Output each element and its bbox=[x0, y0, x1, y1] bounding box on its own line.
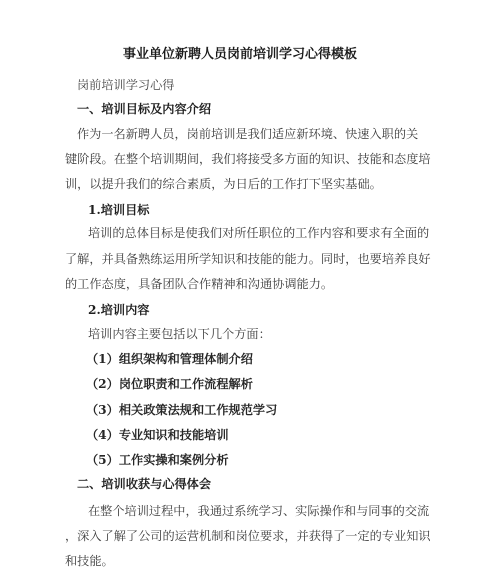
paragraph-line: 作为一名新聘人员，岗前培训是我们适应新环境、快速入职的关 bbox=[77, 127, 419, 141]
document-subtitle: 岗前培训学习心得 bbox=[77, 78, 175, 92]
paragraph-line: 培训内容主要包括以下几个方面： bbox=[88, 327, 271, 341]
list-item: （1）组织架构和管理体制介绍 bbox=[86, 352, 253, 366]
list-item: （5）工作实操和案例分析 bbox=[86, 453, 229, 467]
paragraph-line: 培训的总体目标是使我们对所任职位的工作内容和要求有全面的 bbox=[88, 226, 430, 240]
paragraph-line: ，深入了解了公司的运营机制和岗位要求，并获得了一定的专业知识 bbox=[65, 529, 431, 543]
list-item: （4）专业知识和技能培训 bbox=[86, 428, 229, 442]
paragraph-line: 训，以提升我们的综合素质，为日后的工作打下坚实基础。 bbox=[65, 177, 382, 191]
paragraph-line: 和技能。 bbox=[65, 554, 114, 568]
document-title: 事业单位新聘人员岗前培训学习心得模板 bbox=[122, 47, 357, 62]
section-heading-1: 一、培训目标及内容介绍 bbox=[77, 102, 212, 116]
list-item: （2）岗位职责和工作流程解析 bbox=[86, 377, 253, 391]
paragraph-line: 键阶段。在整个培训期间，我们将接受多方面的知识、技能和态度培 bbox=[65, 152, 431, 166]
paragraph-line: 在整个培训过程中，我通过系统学习、实际操作和与同事的交流 bbox=[88, 504, 430, 518]
list-item: （3）相关政策法规和工作规范学习 bbox=[86, 403, 278, 417]
paragraph-line: 的工作态度，具备团队合作精神和沟通协调能力。 bbox=[65, 277, 334, 291]
paragraph-line: 了解，并具备熟练运用所学知识和技能的能力。同时，也要培养良好 bbox=[65, 252, 431, 266]
section-heading-2: 二、培训收获与心得体会 bbox=[77, 477, 212, 491]
subsection-heading-goal: 1.培训目标 bbox=[88, 203, 150, 217]
subsection-heading-content: 2.培训内容 bbox=[88, 303, 150, 317]
